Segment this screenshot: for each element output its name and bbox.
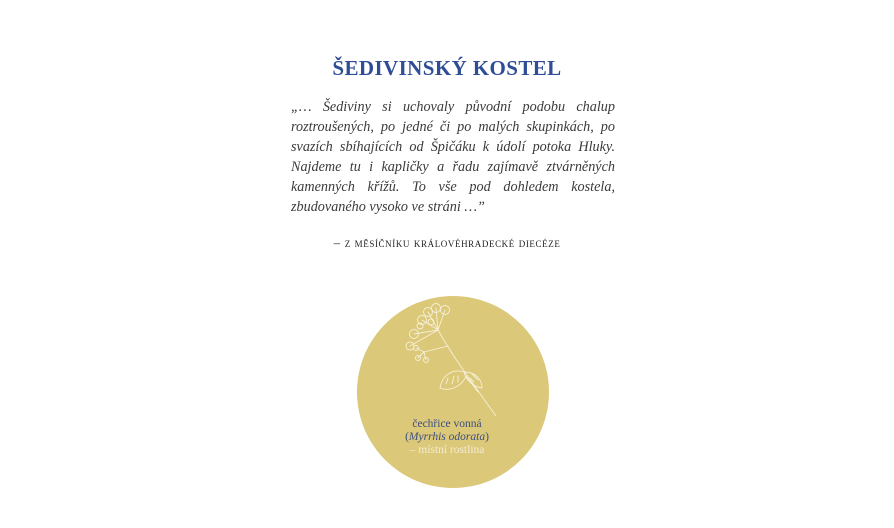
quote-text: „… Šediviny si uchovaly původní podobu chalup roztroušených, po jedné či po malých skupinkách, po svazích sbíhajících od Špičáku k údolí potoka Hluky. Najdeme tu i kapličky a řadu zajímavě ztvárněných kamenných křížů. To vše pod dohledem kostela, zbudovaného vysoko ve stráni …” <box>291 99 615 216</box>
quote-source <box>0 235 894 251</box>
plant-latin-name <box>0 431 894 444</box>
source-text: z měsíčníku královéhradecké diecéze <box>344 235 561 250</box>
plant-note: – místní rostlina <box>409 444 485 456</box>
source-dash: – <box>333 235 341 250</box>
page-title: ŠEDIVINSKÝ KOSTEL <box>332 56 562 80</box>
plant-caption <box>0 418 894 457</box>
latin-name-text: Myrrhis odorata <box>408 431 486 443</box>
latin-open-paren: ( <box>405 431 409 443</box>
latin-close-paren: ) <box>485 431 489 443</box>
plant-common-name: čechřice vonná <box>412 418 482 430</box>
plant-illustration-icon <box>400 300 510 420</box>
